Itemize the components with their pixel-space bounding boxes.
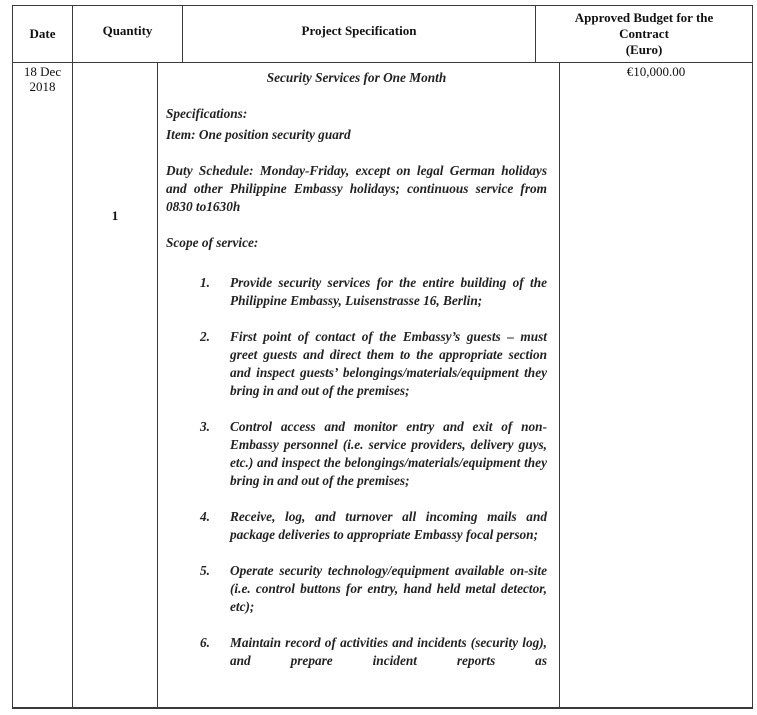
divider-date-quantity (72, 5, 73, 709)
header-date (13, 6, 72, 62)
scope-item-text: Operate security technology/equipment available on-site (i.e. control buttons for entry, hand held metal detector, etc); (230, 563, 547, 614)
scope-item-number: 2. (200, 329, 210, 344)
row-budget: €10,000.00 (626, 64, 686, 79)
scope-item-text: Provide security services for the entire building of the Philippine Embassy, Luisenstrasse 16, Berlin; (230, 275, 547, 308)
divider-body-quantity-spec (157, 62, 158, 709)
spec-item: Item: One position security guard (166, 127, 351, 142)
header-date-label: Date (29, 26, 56, 41)
scope-item (200, 508, 547, 544)
scope-item-number: 3. (200, 419, 210, 434)
header-project-specification (183, 6, 535, 56)
spec-scope-label: Scope of service: (166, 235, 259, 250)
header-approved-budget (536, 6, 752, 62)
scope-item (200, 328, 547, 400)
header-budget-line2: Contract (619, 26, 669, 41)
divider-body-spec-budget (559, 62, 560, 709)
project-specification-cell (166, 69, 547, 670)
row-quantity: 1 (111, 208, 119, 223)
header-quantity (73, 6, 182, 56)
scope-item-number: 4. (200, 509, 210, 524)
header-quantity-label: Quantity (102, 23, 153, 38)
scope-item-text: Receive, log, and turnover all incoming mails and package deliveries to appropriate Embassy focal person; (230, 509, 547, 542)
scope-item-text: First point of contact of the Embassy’s guests – must greet guests and direct them to the appropriate section and inspect guests’ belongings/materials/equipment they bring in and out of the premises; (230, 329, 547, 398)
scope-item (200, 562, 547, 616)
table-border-bottom (12, 707, 753, 709)
row-date-line1: 18 Dec (23, 64, 62, 79)
header-budget-line3: (Euro) (625, 42, 663, 57)
scope-item-number: 1. (200, 275, 210, 290)
scope-item-number: 6. (200, 635, 210, 650)
scope-item (200, 274, 547, 310)
header-budget-line1: Approved Budget for the (574, 10, 714, 25)
table-border-right (752, 5, 753, 709)
scope-item (200, 418, 547, 490)
spec-duty-schedule: Duty Schedule: Monday-Friday, except on legal German holidays and other Philippine Embassy holidays; continuous service from 0830 to1630h (166, 163, 547, 214)
spec-specifications-label: Specifications: (166, 106, 248, 121)
row-date (13, 64, 72, 94)
scope-item (200, 634, 547, 670)
row-date-line2: 2018 (29, 79, 56, 94)
table-border-left (12, 5, 13, 709)
spec-title: Security Services for One Month (266, 70, 447, 85)
scope-item-text: Maintain record of activities and incidents (security log), and prepare incident reports as (230, 635, 547, 668)
scope-item-text: Control access and monitor entry and exit of non-Embassy personnel (i.e. service providers, delivery guys, etc.) and inspect the belongings/materials/equipment they bring in and out of the premises; (230, 419, 547, 488)
scope-item-number: 5. (200, 563, 210, 578)
header-bottom-border (12, 62, 753, 63)
header-spec-label: Project Specification (301, 23, 417, 38)
